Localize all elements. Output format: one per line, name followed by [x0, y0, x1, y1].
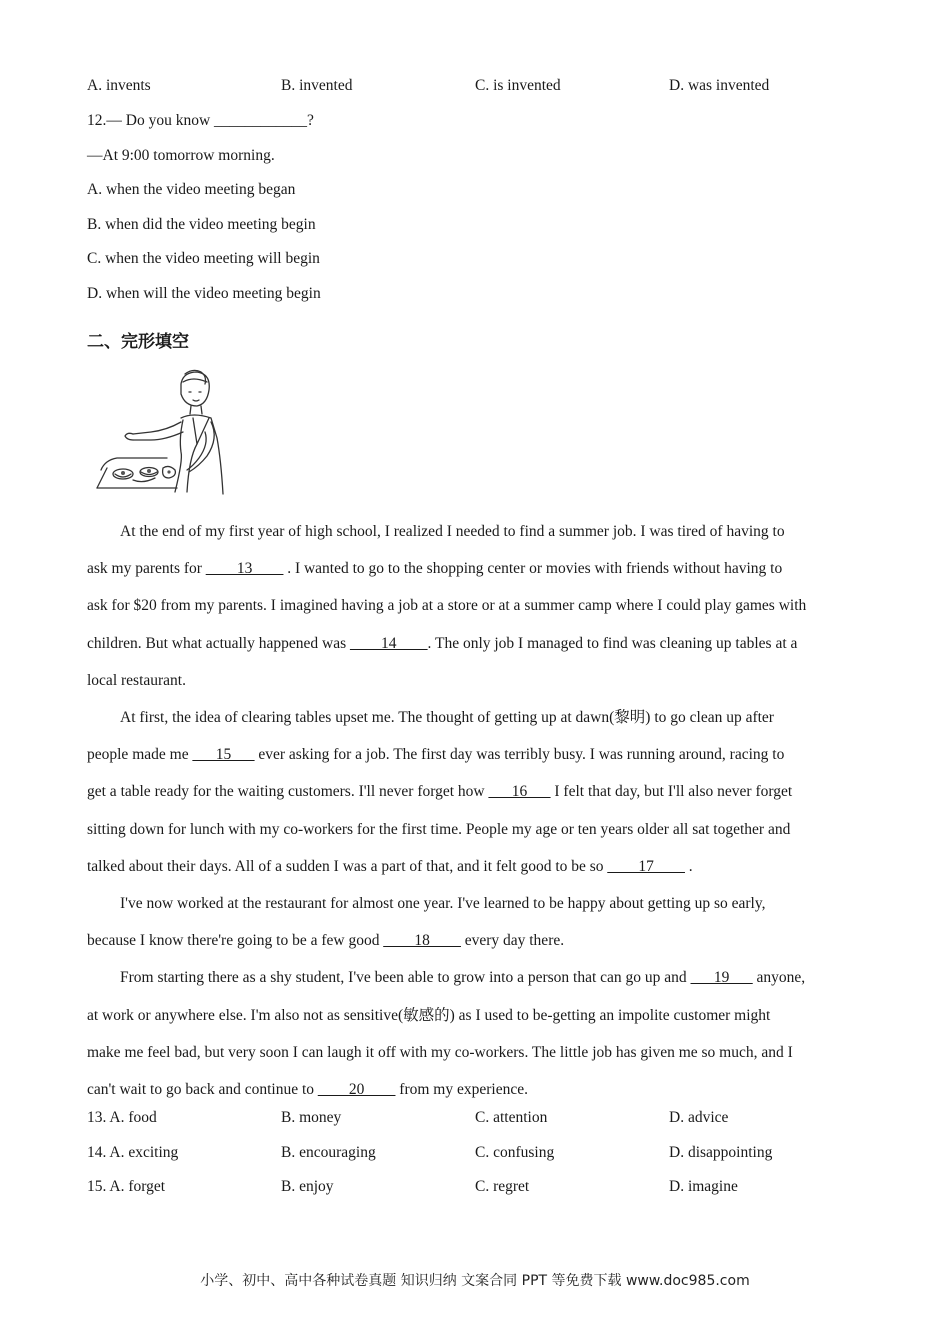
passage-line	[87, 885, 867, 922]
q14-options	[87, 1144, 887, 1166]
q14-option-d: D. disappointing	[669, 1144, 773, 1161]
passage-line	[87, 550, 867, 587]
cloze-passage	[87, 513, 867, 1108]
passage-text: I felt that day, but I'll also never forget	[550, 783, 793, 801]
passage-text: From starting there as a shy student, I've been able to grow into a person that can go up and	[120, 969, 691, 987]
q14-option-c: C. confusing	[475, 1144, 555, 1161]
girl-cleaning-table-illustration	[93, 362, 233, 497]
q12-option-b: B. when did the video meeting begin	[87, 216, 316, 233]
passage-text: . I wanted to go to the shopping center or movies with friends without having to	[283, 560, 783, 578]
passage-line	[87, 699, 867, 736]
passage-text: sitting down for lunch with my co-workers for the first time. People my age or ten years older all sat together and	[87, 820, 791, 838]
page-footer: 小学、初中、高中各种试卷真题 知识归纳 文案合同 PPT 等免费下载 www.doc985.com	[200, 1273, 750, 1289]
q15-option-b: B. enjoy	[281, 1178, 334, 1195]
passage-line	[87, 959, 867, 996]
blank-19: ___19___	[690, 969, 753, 987]
q15-option-a: 15. A. forget	[87, 1178, 166, 1195]
blank-18: ____18____	[383, 932, 461, 950]
passage-text: .	[684, 857, 693, 875]
blank-17: ____17____	[607, 857, 685, 875]
blank-16: ___16___	[488, 783, 551, 801]
passage-line	[87, 662, 867, 699]
q11-option-a: A. invents	[87, 77, 151, 94]
q15-options	[87, 1178, 887, 1200]
passage-line	[87, 587, 867, 624]
q11-option-b: B. invented	[281, 77, 353, 94]
passage-text: . The only job I managed to find was cleaning up tables at a	[427, 634, 798, 652]
passage-text: ever asking for a job. The first day was terribly busy. I was running around, racing to	[254, 746, 785, 764]
q13-options	[87, 1109, 887, 1131]
q12-option-d: D. when will the video meeting begin	[87, 285, 321, 302]
q12-option-c: C. when the video meeting will begin	[87, 250, 320, 267]
blank-15: ___15___	[192, 746, 255, 764]
passage-text: can't wait to go back and continue to	[87, 1081, 318, 1099]
q15-option-d: D. imagine	[669, 1178, 738, 1195]
passage-text: ask for $20 from my parents. I imagined having a job at a store or at a summer camp where I could play games with	[87, 597, 807, 615]
passage-line	[87, 513, 867, 550]
passage-text: at work or anywhere else. I'm also not as sensitive(敏感的) as I used to be-getting an impolite customer might	[87, 1006, 771, 1024]
section-heading: 二、完形填空	[87, 332, 189, 352]
passage-text: local restaurant.	[87, 671, 186, 689]
blank-14: ____14____	[350, 634, 428, 652]
q11-option-c: C. is invented	[475, 77, 561, 94]
passage-text: get a table ready for the waiting customers. I'll never forget how	[87, 783, 489, 801]
q13-option-d: D. advice	[669, 1109, 729, 1126]
q12-question: 12.— Do you know ____________?	[87, 112, 314, 129]
passage-text: make me feel bad, but very soon I can laugh it off with my co-workers. The little job has given me so much, and I	[87, 1043, 793, 1061]
passage-line	[87, 811, 867, 848]
passage-line	[87, 922, 867, 959]
q14-option-a: 14. A. exciting	[87, 1144, 179, 1161]
passage-line	[87, 848, 867, 885]
q12-option-a: A. when the video meeting began	[87, 181, 296, 198]
passage-line	[87, 1034, 867, 1071]
passage-line	[87, 625, 867, 662]
passage-line	[87, 1071, 867, 1108]
passage-text: I've now worked at the restaurant for almost one year. I've learned to be happy about getting up so early,	[120, 895, 766, 913]
passage-line	[87, 997, 867, 1034]
q11-option-d: D. was invented	[669, 77, 770, 94]
q14-option-b: B. encouraging	[281, 1144, 376, 1161]
q13-option-a: 13. A. food	[87, 1109, 157, 1126]
q13-option-b: B. money	[281, 1109, 342, 1126]
blank-13: ____13____	[205, 560, 284, 578]
passage-line	[87, 736, 867, 773]
passage-text: people made me	[87, 746, 193, 764]
passage-text: At first, the idea of clearing tables upset me. The thought of getting up at dawn(黎明) to go clean up after	[120, 709, 774, 727]
passage-text: At the end of my first year of high school, I realized I needed to find a summer job. I was tired of having to	[120, 523, 785, 540]
passage-text: because I know there're going to be a few good	[87, 932, 384, 950]
passage-text: from my experience.	[395, 1081, 528, 1099]
q11-options	[87, 77, 887, 99]
passage-line	[87, 773, 867, 810]
blank-20: ____20____	[317, 1081, 396, 1099]
passage-text: anyone,	[752, 969, 806, 987]
passage-text: ask my parents for	[87, 560, 206, 578]
q15-option-c: C. regret	[475, 1178, 530, 1195]
passage-text: talked about their days. All of a sudden I was a part of that, and it felt good to be so	[87, 857, 608, 875]
passage-text: every day there.	[460, 932, 565, 950]
q13-option-c: C. attention	[475, 1109, 548, 1126]
passage-text: children. But what actually happened was	[87, 634, 350, 652]
q12-answer-line: —At 9:00 tomorrow morning.	[87, 147, 275, 164]
